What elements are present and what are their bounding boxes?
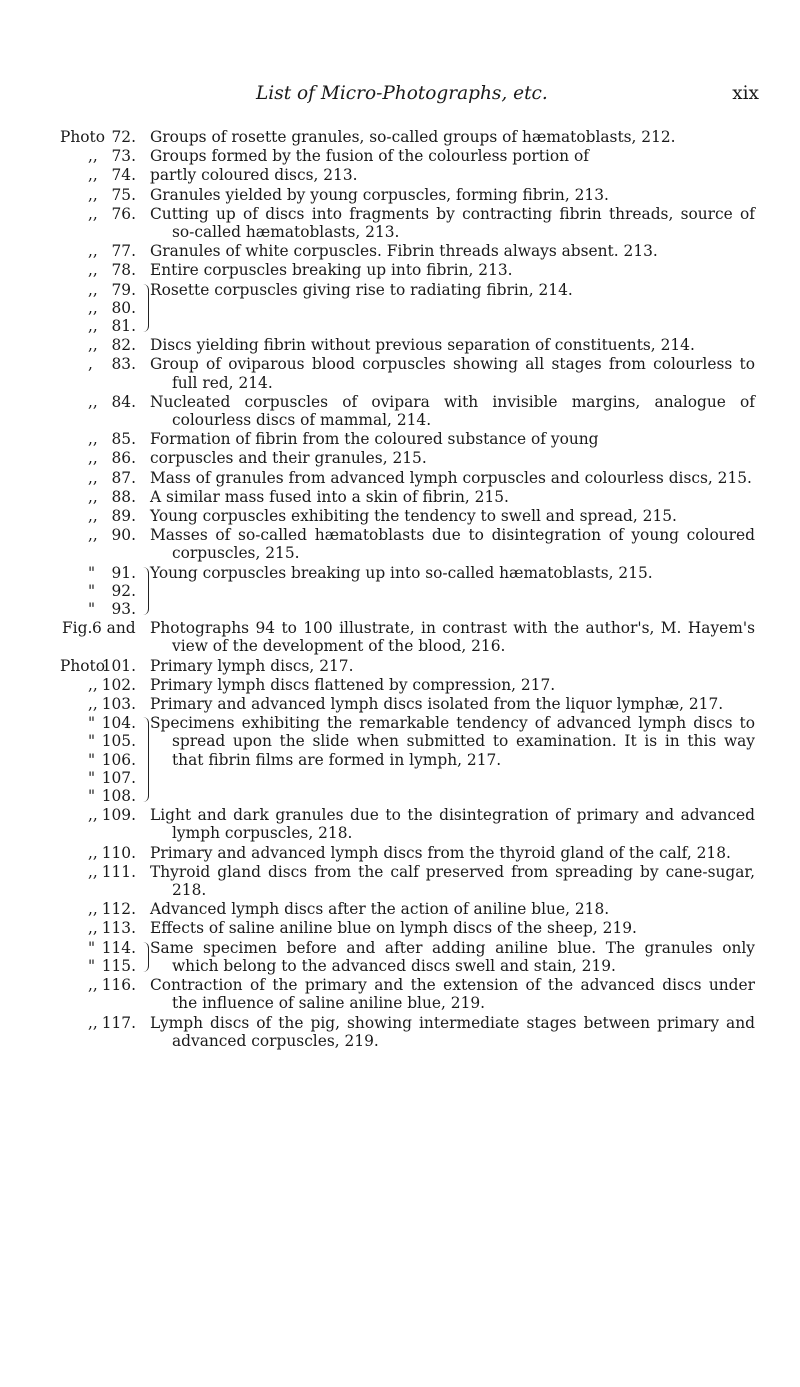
entry-prefix: ,, [88,261,98,280]
page-title: List of Micro-Photographs, etc. [256,83,548,104]
entry-prefix: ,, [88,204,98,223]
list-item [0,844,800,862]
entry-text: Discs yielding fibrin without previous separation of constituents, 214. [150,336,695,355]
entry-number: 102. [101,675,136,694]
entry-prefix: ,, [88,919,98,938]
entry-text: Specimens exhibiting the remarkable tendency of advanced lymph discs to spread upon the slide when submitted to examination. It is in this way that fibrin films are formed in lymph, 217. [150,714,755,769]
list-item [0,526,800,562]
ditto-mark: " [88,581,96,600]
entry-text: Mass of granules from advanced lymph corpuscles and colourless discs, 215. [150,468,752,487]
entry-prefix: ,, [88,185,98,204]
entry-prefix: Fig. [62,619,93,638]
ditto-mark: " [88,732,96,751]
entry-number: 74. [111,166,136,185]
list-item [0,242,800,260]
entry-text: Groups formed by the fusion of the colourless portion of [150,147,589,166]
list-item [0,488,800,506]
list-item [0,393,800,429]
entry-text: Contraction of the primary and the extension of the advanced discs under the influence of saline aniline blue, 219. [150,976,755,1013]
entry-number: 83. [111,355,136,374]
entry-number: 72. [111,128,136,146]
page-number: xix [732,83,759,104]
entry-text: Effects of saline aniline blue on lymph discs of the sheep, 219. [150,919,637,938]
list-item [0,430,800,448]
entry-prefix: ,, [88,430,98,449]
entry-number: 88. [111,487,136,506]
ditto-mark: " [88,750,96,769]
entry-number: 111. [101,862,136,881]
entry-text: Entire corpuscles breaking up into fibrin, 213. [150,261,513,280]
entry-number: 108. [101,787,136,806]
entry-number: 73. [111,147,136,166]
entry-prefix: ,, [88,166,98,185]
entry-prefix: Photo [60,656,105,675]
entry-text: Cutting up of discs into fragments by contracting fibrin threads, source of so-called hæmatoblasts, 213. [150,204,755,242]
entry-text: Nucleated corpuscles of ovipara with invisible margins, analogue of colourless discs of mammal, 214. [150,392,755,430]
list-item [0,919,800,937]
entry-prefix: ,, [88,392,98,411]
entry-number-group [100,281,136,336]
list-item [0,619,800,655]
list-item [0,507,800,525]
entry-text: Primary and advanced lymph discs from the thyroid gland of the calf, 218. [150,843,731,862]
entry-number: 80. [111,298,136,317]
list-item [0,676,800,694]
ditto-mark: ,, [88,298,98,317]
entry-number: 106. [101,750,136,769]
entry-number: 112. [101,900,136,919]
list-item [0,564,800,619]
entry-text: A similar mass fused into a skin of fibrin, 215. [150,487,509,506]
entry-prefix: ,, [88,336,98,355]
ditto-mark: " [88,600,96,619]
list-item [0,714,800,805]
entry-number: 115. [101,956,136,975]
entry-number: 104. [101,714,136,733]
entry-text: Granules of white corpuscles. Fibrin threads always absent. 213. [150,242,658,261]
entry-number: 109. [101,806,136,825]
running-header [256,83,770,107]
entry-text: Thyroid gland discs from the calf preserved from spreading by cane-sugar, 218. [150,862,755,900]
entry-prefix: ,, [88,976,98,995]
entry-text: Primary lymph discs, 217. [150,656,354,675]
entry-number: 75. [111,185,136,204]
list-item [0,281,800,336]
list-item [0,469,800,487]
entry-number: 84. [111,392,136,411]
entry-number-group [100,939,136,975]
grouping-brace [138,284,149,333]
entry-text: Primary and advanced lymph discs isolated from the liquor lymphæ, 217. [150,695,724,714]
entry-number: 105. [101,732,136,751]
entry-number-group [100,714,136,805]
entry-prefix: ,, [88,806,98,825]
entry-number: 113. [101,919,136,938]
list-item [0,939,800,975]
entry-number: 85. [111,430,136,449]
entry-number: 6 and [92,619,136,638]
entry-text: Lymph discs of the pig, showing intermediate stages between primary and advanced corpuscles, 219. [150,1013,755,1050]
grouping-brace [138,567,149,616]
entry-number: 92. [111,581,136,600]
entry-text: Rosette corpuscles giving rise to radiating fibrin, 214. [150,280,573,299]
entry-number: 116. [101,976,136,995]
entry-number-group [100,564,136,619]
entry-prefix: ,, [88,843,98,862]
entry-number: 89. [111,507,136,526]
list-item [0,128,800,146]
entry-prefix: ,, [88,449,98,468]
list-item [0,695,800,713]
entry-prefix: ,, [88,507,98,526]
entry-number: 101. [101,656,136,675]
entry-text: corpuscles and their granules, 215. [150,449,427,468]
entry-prefix: ,, [88,695,98,714]
ditto-mark: " [88,956,96,975]
entry-number: 77. [111,242,136,261]
ditto-mark: " [88,787,96,806]
entry-prefix: ,, [88,675,98,694]
entry-prefix: ,, [88,242,98,261]
entry-number: 81. [111,317,136,335]
entry-number: 114. [101,938,136,957]
entry-prefix: ,, [88,147,98,166]
entry-text: Young corpuscles breaking up into so-called hæmatoblasts, 215. [150,563,653,582]
grouping-brace [138,942,149,972]
list-item [0,336,800,354]
entry-text: Granules yielded by young corpuscles, forming fibrin, 213. [150,185,609,204]
entry-text: Primary lymph discs flattened by compression, 217. [150,675,556,694]
entry-number: 107. [101,768,136,787]
entry-number: 87. [111,468,136,487]
list-item [0,657,800,675]
entry-text: Same specimen before and after adding aniline blue. The granules only which belong to the advanced discs swell and stain, 219. [150,938,755,975]
entry-prefix: " [88,714,96,733]
entry-number: 76. [111,204,136,223]
list-item [0,863,800,899]
entry-prefix: " [88,563,96,582]
entry-prefix: ,, [88,487,98,506]
entry-number: 86. [111,449,136,468]
entry-text: Advanced lymph discs after the action of aniline blue, 218. [150,900,610,919]
list-item [0,147,800,165]
entry-text: Formation of fibrin from the coloured substance of young [150,430,599,449]
list-item [0,186,800,204]
entry-number: 79. [111,280,136,299]
entry-prefix: ,, [88,526,98,545]
photo-list [0,128,800,1051]
entry-prefix: " [88,938,96,957]
list-item [0,355,800,391]
list-item [0,205,800,241]
entry-prefix: ,, [88,862,98,881]
entry-number: 82. [111,336,136,355]
list-item [0,976,800,1012]
entry-number: 103. [101,695,136,714]
ditto-mark: ,, [88,317,98,336]
entry-text: Group of oviparous blood corpuscles showing all stages from colourless to full red, 214. [150,355,755,392]
entry-number: 117. [101,1013,136,1032]
entry-text: Light and dark granules due to the disintegration of primary and advanced lymph corpuscles, 218. [150,806,755,843]
entry-prefix: ,, [88,1013,98,1032]
list-item [0,449,800,467]
entry-prefix: ,, [88,280,98,299]
ditto-mark: " [88,768,96,787]
grouping-brace [138,717,149,802]
entry-text: Photographs 94 to 100 illustrate, in contrast with the author's, M. Hayem's view of the development of the blood, 216. [150,619,755,656]
entry-text: Young corpuscles exhibiting the tendency to swell and spread, 215. [150,507,677,526]
entry-number: 93. [111,600,136,619]
entry-number: 90. [111,526,136,545]
entry-prefix: , [88,355,93,374]
list-item [0,166,800,184]
entry-prefix: ,, [88,900,98,919]
entry-text: Masses of so-called hæmatoblasts due to disintegration of young coloured corpuscles, 215. [150,526,755,563]
list-item [0,900,800,918]
entry-prefix: Photo [60,128,105,146]
entry-number: 110. [101,843,136,862]
entry-text: Groups of rosette granules, so-called groups of hæmatoblasts, 212. [150,128,676,146]
list-item [0,261,800,279]
entry-number: 78. [111,261,136,280]
list-item [0,806,800,842]
entry-prefix: ,, [88,468,98,487]
entry-text: partly coloured discs, 213. [150,166,358,185]
list-item [0,1014,800,1050]
entry-number: 91. [111,563,136,582]
